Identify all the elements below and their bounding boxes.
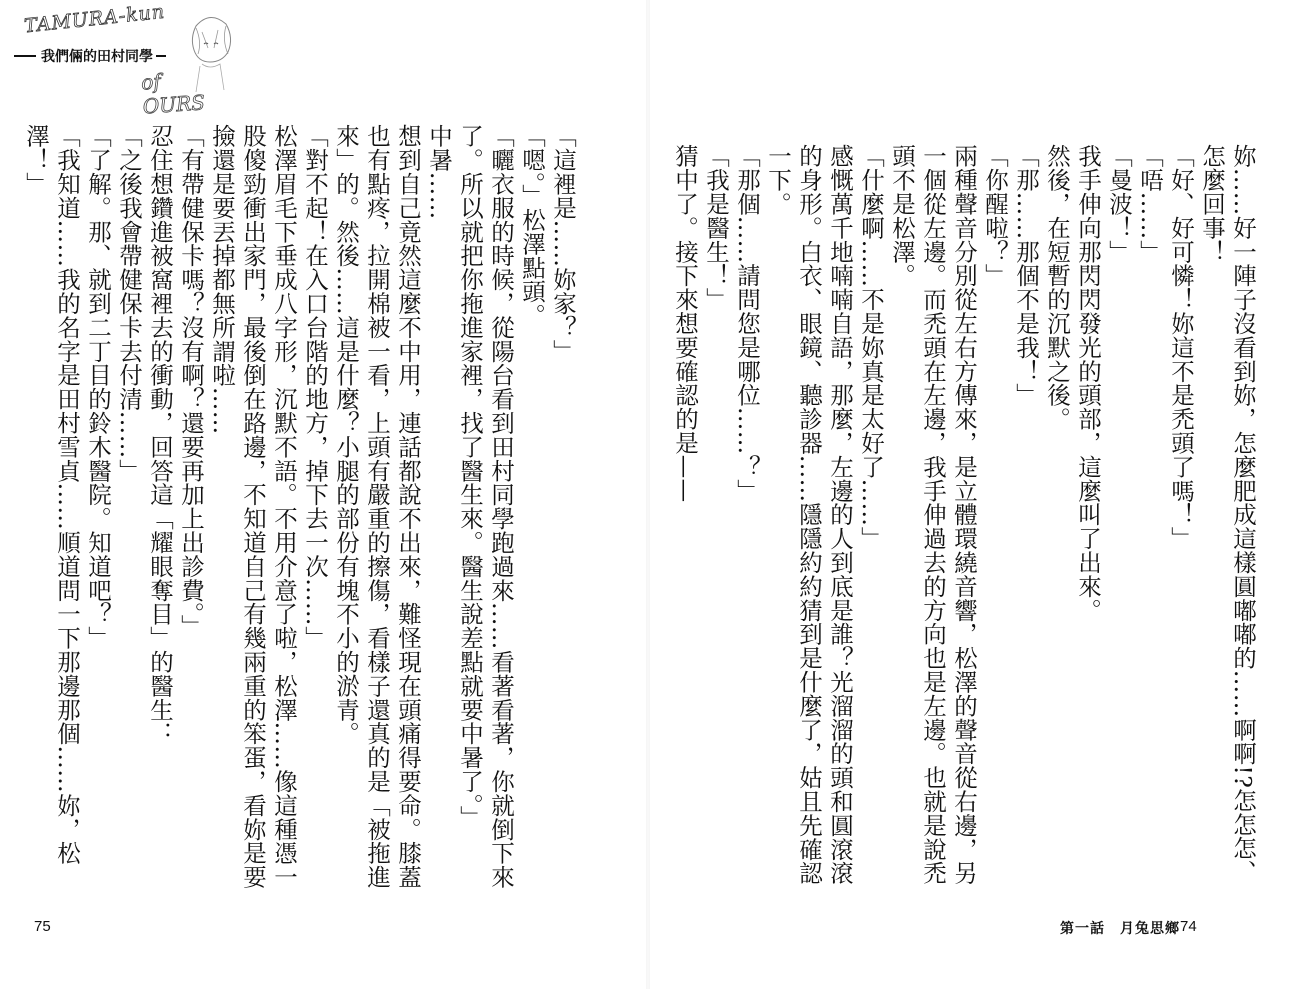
paragraph: 中暑……: [425, 124, 453, 220]
paragraph: 「曬衣服的時候，從陽台看到田村同學跑過來……看著看著，你就倒下來了。所以就把你拖進家裡，找了醫生來。醫生說差點就要中暑了。」: [456, 124, 515, 889]
paragraph: 想到自己竟然這麼不中用，連話都說不出來，難怪現在頭痛得要命。膝蓋也有點疼，拉開棉被一看，上頭有嚴重的擦傷，看樣子還真的是「被拖進來」的。然後……這是什麼？小腿的部份有塊不小的淤青。: [332, 124, 422, 889]
left-page: [0, 0, 646, 989]
paragraph: 「這裡是……妳家？」: [549, 124, 577, 363]
logo-subtitle: of OURS: [140, 69, 206, 119]
right-page: [650, 0, 1296, 989]
paragraph: 忍住想鑽進被窩裡去的衝動，回答這「耀眼奪目」的醫生：: [146, 124, 174, 746]
paragraph: 猜中了。接下來想要確認的是——: [671, 144, 699, 503]
paragraph: 「了解。那、就到二丁目的鈴木醫院。知道吧？」: [84, 124, 112, 650]
paragraph: 「曼波！」: [1105, 144, 1133, 264]
paragraph: 妳……好一陣子沒看到妳，怎麼肥成這樣圓嘟嘟的……啊啊!?怎怎怎、怎麼回事！: [1198, 144, 1257, 884]
paragraph: 「那……那個不是我！」: [1012, 144, 1040, 407]
paragraph: 「對不起！在入口台階的地方，掉下去一次……」: [301, 124, 329, 650]
paragraph: 感慨萬千地喃喃自語，那麼，左邊的人到底是誰？光溜溜的頭和圓滾滾的身形。白衣、眼鏡、聽診器……隱隱約約猜到是什麼了，姑且先確認一下。: [764, 144, 854, 885]
chapter-label: 第一話 月兔思鄉: [1060, 920, 1180, 936]
paragraph: 「什麼啊……不是妳真是太好了……」: [857, 144, 885, 551]
paragraph: 「有帶健保卡嗎？沒有啊？還要再加上出診費。」: [177, 124, 205, 639]
page-number: 75: [34, 918, 51, 935]
character-sketch-icon: [182, 8, 238, 94]
paragraph: 「唔……」: [1136, 144, 1164, 264]
paragraph: 然後，在短暫的沉默之後。: [1043, 144, 1071, 431]
series-logo: [14, 0, 214, 119]
page-number: 74: [1180, 918, 1197, 935]
logo-title: 我們倆的田村同學: [38, 46, 156, 66]
paragraph: 「你醒啦？」: [981, 144, 1009, 288]
logo-script-text: TAMURA-kun: [23, 0, 167, 38]
paragraph: 「之後我會帶健保卡去付清……」: [115, 124, 143, 483]
paragraph: 「我是醫生！」: [702, 144, 730, 312]
paragraph: 「我知道……我的名字是田村雪貞……順道問一下那邊那個……妳，松澤！」: [22, 124, 81, 865]
left-page-text: [22, 124, 578, 890]
paragraph: 「那個……請問您是哪位……？」: [733, 144, 761, 503]
right-page-text: [671, 144, 1258, 890]
paragraph: 我手伸向那閃閃發光的頭部，這麼叫了出來。: [1074, 144, 1102, 622]
paragraph: 松澤眉毛下垂成八字形，沉默不語。不用介意了啦，松澤……像這種憑一股傻勁衝出家門，最後倒在路邊，不知道自己有幾兩重的笨蛋，看妳是要撿還是要丟掉都無所謂啦……: [208, 124, 298, 889]
paragraph: 「好、好可憐！妳這不是禿頭了嗎！」: [1167, 144, 1195, 551]
paragraph: 兩種聲音分別從左右方傳來，是立體環繞音響，松澤的聲音從右邊，另一個從左邊。而禿頭在左邊，我手伸過去的方向也是左邊。也就是說禿頭不是松澤。: [888, 144, 978, 885]
paragraph: 「嗯。」松澤點頭。: [518, 124, 546, 328]
